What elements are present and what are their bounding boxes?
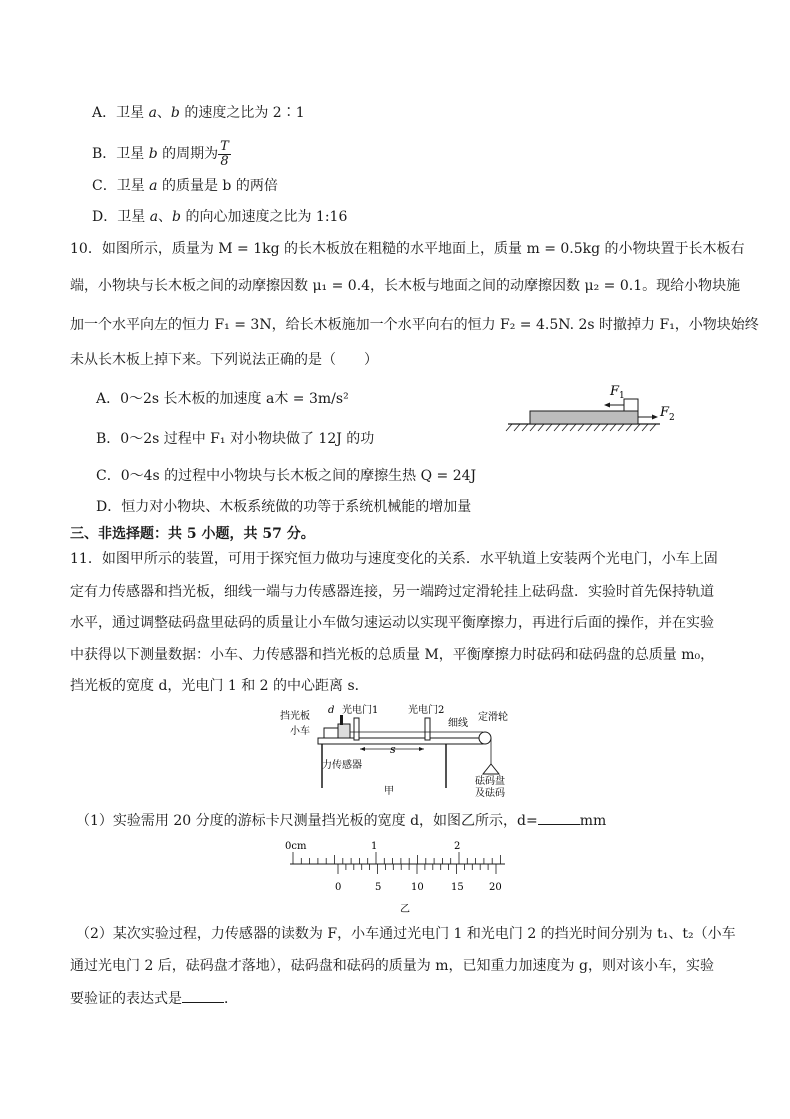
force-f2-arrowhead — [652, 415, 658, 420]
q10-figure-board — [500, 378, 690, 438]
force-f2-label: F — [660, 405, 670, 420]
q10-stem-line-1: 10．如图所示，质量为 M = 1kg 的长木板放在粗糙的水平地面上，质量 m = 0.5kg 的小物块置于长木板右 — [70, 241, 745, 257]
q9-option-d: D．卫星 a、b 的向心加速度之比为 1:16 — [92, 209, 348, 225]
long-board — [530, 411, 638, 424]
label-weight-pan-2: 及砝码 — [475, 788, 505, 799]
force-f1-label: F — [610, 384, 620, 399]
main-label-0cm: 0cm — [285, 841, 307, 852]
small-block — [624, 399, 638, 411]
q9-option-c: C．卫星 a 的质量是 b 的两倍 — [92, 178, 278, 194]
s-arrow-right — [419, 747, 424, 751]
label-string: 细线 — [448, 718, 468, 729]
force-f2-subscript: 2 — [669, 413, 675, 423]
caption-yi: 乙 — [400, 904, 410, 915]
q10-stem-line-4: 未从长木板上掉下来。下列说法正确的是（ ） — [70, 352, 378, 368]
section-3-heading: 三、非选择题：共 5 小题，共 57 分。 — [70, 526, 315, 542]
ground-hatch — [506, 424, 656, 431]
q10-option-c: C．0～4s 的过程中小物块与长木板之间的摩擦生热 Q = 24J — [96, 468, 477, 484]
force-f1-subscript: 1 — [619, 391, 625, 401]
q11-part-2-line-2: 通过光电门 2 后，砝码盘才落地），砝码盘和砝码的质量为 m，已知重力加速度为 g，则对该小车，实验 — [70, 958, 714, 974]
q11-stem-line-5: 挡光板的宽度 d，光电门 1 和 2 的中心距离 s． — [70, 678, 369, 694]
q11-stem-line-2: 定有力传感器和挡光板，细线一端与力传感器连接，另一端跨过定滑轮挂上砝码盘．实验时首先保持轨道 — [70, 584, 714, 600]
label-pulley: 定滑轮 — [478, 712, 508, 723]
label-photogate-1: 光电门1 — [342, 705, 379, 716]
answer-blank-d[interactable] — [538, 810, 580, 825]
label-d: d — [328, 705, 335, 716]
weight-pan — [483, 764, 499, 774]
q10-stem-line-3: 加一个水平向左的恒力 F₁ = 3N，给长木板施加一个水平向右的恒力 F₂ = 4.5N. 2s 时撤掉力 F₁，小物块始终 — [70, 317, 759, 333]
label-cart: 小车 — [290, 726, 310, 737]
vernier-label-10: 10 — [411, 882, 424, 893]
force-sensor — [338, 724, 350, 738]
figure-jia-apparatus — [280, 702, 530, 802]
label-weight-pan-1: 砝码盘 — [475, 776, 505, 787]
q11-stem-line-1: 11．如图甲所示的装置，可用于探究恒力做功与速度变化的关系．水平轨道上安装两个光电门，小车上固 — [70, 551, 718, 567]
photogate-2 — [425, 718, 430, 740]
main-label-2: 2 — [454, 841, 461, 852]
label-force-sensor: 力传感器 — [322, 760, 362, 771]
s-arrow-left — [360, 747, 365, 751]
q11-part-2-line-3: 要验证的表达式是 ． — [70, 988, 238, 1009]
vernier-label-15: 15 — [451, 882, 464, 893]
vernier-label-5: 5 — [375, 882, 382, 893]
q9-option-b: B．卫星 b 的周期为 $\frac{T}{8}$ — [92, 138, 229, 169]
q11-part-2-line-1: （2）某次实验过程，力传感器的读数为 F，小车通过光电门 1 和光电门 2 的挡光时间分别为 t₁、t₂（小车 — [76, 926, 736, 942]
vernier-label-20: 20 — [489, 882, 502, 893]
shading-flag — [340, 715, 343, 725]
photogate-1 — [354, 718, 359, 740]
fraction-t-over-8: $\frac{T}{8}$ — [220, 138, 229, 169]
figure-yi-vernier-caliper — [285, 836, 515, 916]
vernier-label-0: 0 — [335, 882, 342, 893]
q11-stem-line-4: 中获得以下测量数据：小车、力传感器和挡光板的总质量 M，平衡摩擦力时砝码和砝码盘的总质量 m₀， — [70, 647, 715, 663]
force-f1-arrowhead — [604, 403, 610, 408]
q10-option-a: A．0～2s 长木板的加速度 a木 = 3m/s² — [96, 391, 349, 407]
q10-stem-line-2: 端，小物块与长木板之间的动摩擦因数 μ₁ = 0.4，长木板与地面之间的动摩擦因数 μ₂ = 0.1。现给小物块施 — [70, 278, 741, 294]
main-label-1: 1 — [371, 841, 378, 852]
pulley — [479, 732, 491, 744]
main-scale-ticks — [293, 852, 501, 864]
label-shading-flag: 挡光板 — [280, 711, 310, 722]
label-photogate-2: 光电门2 — [408, 705, 445, 716]
q10-option-d: D．恒力对小物块、木板系统做的功等于系统机械能的增加量 — [96, 499, 472, 515]
s-label: s — [390, 743, 396, 756]
horizontal-track — [318, 738, 483, 744]
vernier-scale-ticks — [338, 864, 496, 874]
q10-option-b: B．0～2s 过程中 F₁ 对小物块做了 12J 的功 — [96, 431, 375, 447]
q11-stem-line-3: 水平，通过调整砝码盘里砝码的质量让小车做匀速运动以实现平衡摩擦力，再进行后面的操作，并在实验 — [70, 615, 714, 631]
answer-blank-expression[interactable] — [182, 988, 224, 1003]
q9-option-a: A．卫星 a、b 的速度之比为 2∶1 — [92, 105, 305, 121]
q11-part-1: （1）实验需用 20 分度的游标卡尺测量挡光板的宽度 d，如图乙所示，d= mm — [76, 810, 606, 831]
caption-jia: 甲 — [384, 786, 394, 797]
